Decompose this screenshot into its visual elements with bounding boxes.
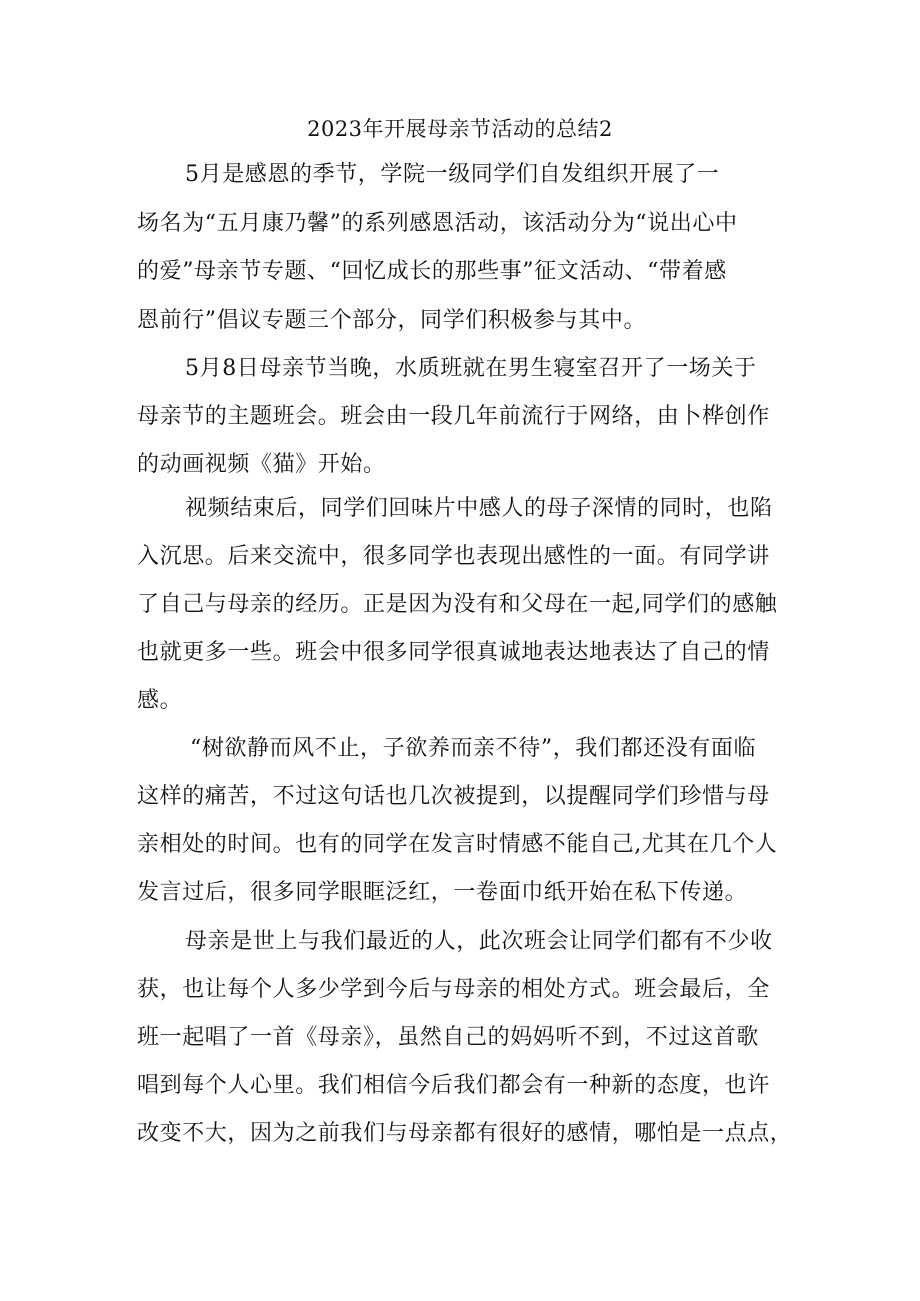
paragraph-5-line-2: 获，也让每个人多少学到今后与母亲的相处方式。班会最后，全: [137, 977, 770, 1002]
paragraph-4-line-2: 这样的痛苦，不过这句话也几次被提到，以提醒同学们珍惜与母: [137, 784, 770, 809]
paragraph-3-line-5: 感。: [137, 688, 183, 713]
paragraph-4-line-1: “树欲静而风不止，子欲养而亲不待”，我们都还没有面临: [190, 736, 757, 761]
paragraph-4-line-4: 发言过后，很多同学眼眶泛红，一卷面巾纸开始在私下传递。: [137, 880, 748, 905]
paragraph-1-line-3: 的爱”母亲节专题、“回忆成长的那些事”征文活动、“带着感: [137, 259, 727, 284]
paragraph-5-line-3: 班一起唱了一首《母亲》，虽然自己的妈妈听不到，不过这首歌: [137, 1025, 759, 1050]
paragraph-1-line-4: 恩前行”倡议专题三个部分，同学们积极参与其中。: [137, 308, 647, 333]
paragraph-1-line-2: 场名为“五月康乃馨”的系列感恩活动，该活动分为“说出心中: [137, 211, 738, 236]
paragraph-5-line-1: 母亲是世上与我们最近的人，此次班会让同学们都有不少收: [185, 929, 773, 954]
paragraph-5-line-4: 唱到每个人心里。我们相信今后我们都会有一种新的态度，也许: [137, 1073, 770, 1098]
document-title: 2023年开展母亲节活动的总结2: [307, 117, 613, 141]
paragraph-2-line-3: 的动画视频《猫》开始。: [137, 452, 386, 477]
paragraph-2-line-2: 母亲节的主题班会。班会由一段几年前流行于网络，由卜桦创作: [137, 404, 770, 429]
paragraph-3-line-4: 也就更多一些。班会中很多同学很真诚地表达地表达了自己的情: [137, 640, 770, 665]
paragraph-5-line-5: 改变不大，因为之前我们与母亲都有很好的感情，哪怕是一点点，: [137, 1121, 793, 1146]
paragraph-3-line-3: 了自己与母亲的经历。正是因为没有和父母在一起,同学们的感触: [137, 592, 778, 617]
paragraph-3-line-2: 入沉思。后来交流中，很多同学也表现出感性的一面。有同学讲: [137, 544, 770, 569]
paragraph-2-line-1: 5月8日母亲节当晚，水质班就在男生寝室召开了一场关于: [185, 356, 757, 381]
paragraph-4-line-3: 亲相处的时间。也有的同学在发言时情感不能自己,尤其在几个人: [137, 832, 778, 857]
paragraph-3-line-1: 视频结束后，同学们回味片中感人的母子深情的同时，也陷: [185, 496, 773, 521]
paragraph-1-line-1: 5月是感恩的季节，学院一级同学们自发组织开展了一: [185, 162, 720, 187]
